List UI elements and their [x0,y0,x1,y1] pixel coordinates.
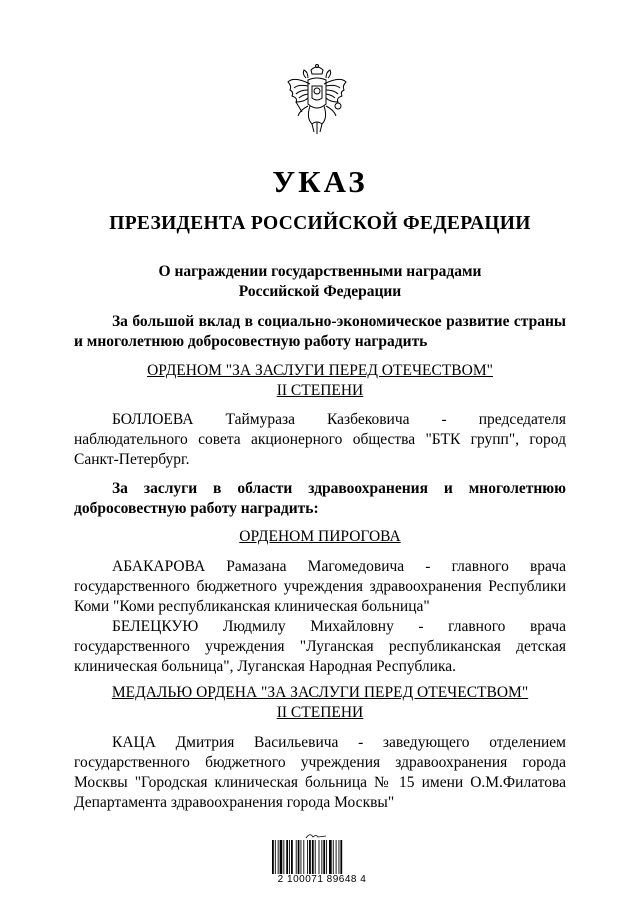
document-title: УКАЗ [272,164,368,199]
barcode-bar [321,840,322,874]
award-title-line-2: II СТЕПЕНИ [276,382,364,399]
barcode-bar [301,840,302,874]
barcode-bar [298,840,300,874]
barcode-bar [319,840,320,874]
document-subject [0,262,640,302]
barcode-bar [326,840,327,874]
barcode-bar [291,840,293,874]
document-issuer: ПРЕЗИДЕНТА РОССИЙСКОЙ ФЕДЕРАЦИИ [109,213,531,234]
recipient-entry: КАЦА Дмитрия Васильевича - заведующего отделением государственного бюджетного учреждения здравоохранения города Москвы "Городская клиническая больница № 15 имени О.М.Филатова Департамента здравоохранения города Москвы" [74,734,566,811]
recipient-entry: БЕЛЕЦКУЮ Людмилу Михайловну - главного врача государственного учреждения "Луганская республиканская детская клиническая больница", Луганская Народная Республика. [74,618,566,675]
barcode-bar [329,840,332,874]
coat-of-arms-icon [284,62,350,142]
barcode-bar [315,840,316,874]
barcode-bar [289,840,290,874]
award-reason-2: За заслуги в области здравоохранения и многолетнюю добросовестную работу наградить: [74,480,566,517]
barcode-bar [303,840,304,874]
award-title-pirogov [0,527,640,547]
barcode-bar [280,840,283,874]
subject-line-1: О награждении государственными наградами [158,263,482,280]
barcode-number: 2 100071 89648 4 [277,874,367,885]
barcode-bar [272,840,274,874]
barcode-icon [272,840,364,876]
barcode-bar [275,840,276,874]
barcode-bar [339,840,340,874]
barcode-bar [278,840,279,874]
award-title-medal-merit [0,683,640,723]
barcode-bar [309,840,311,874]
award-title-line-1: ОРДЕНОМ "ЗА ЗАСЛУГИ ПЕРЕД ОТЕЧЕСТВОМ" [147,362,493,379]
award-title-line-1: ОРДЕНОМ ПИРОГОВА [239,528,401,545]
recipient-entry: АБАКАРОВА Рамазана Магомедовича - главного врача государственного бюджетного учреждения здравоохранения Республики Коми "Коми республиканская клиническая больница" [74,558,566,615]
barcode-bar [312,840,314,874]
award-title-line-1: МЕДАЛЬЮ ОРДЕНА "ЗА ЗАСЛУГИ ПЕРЕД ОТЕЧЕСТВОМ" [111,684,529,701]
barcode-bar [336,840,337,874]
barcode-bar [340,840,342,874]
recipient-entry: БОЛЛОЕВА Таймураза Казбековича - председателя наблюдательного совета акционерного общества "БТК групп", город Санкт-Петербург. [74,411,566,468]
barcode-bar [333,840,334,874]
barcode-bar [283,840,284,874]
award-title-order-merit [0,361,640,401]
subject-line-2: Российской Федерации [238,283,402,300]
award-title-line-2: II СТЕПЕНИ [276,704,364,721]
barcode-bar [296,840,297,874]
barcode-bar [323,840,325,874]
award-reason-1: За большой вклад в социально-экономическое развитие страны и многолетнюю добросовестную работу наградить [74,313,566,350]
barcode-bar [307,840,308,874]
handwritten-mark-icon [304,832,328,840]
barcode-bar [286,840,288,874]
